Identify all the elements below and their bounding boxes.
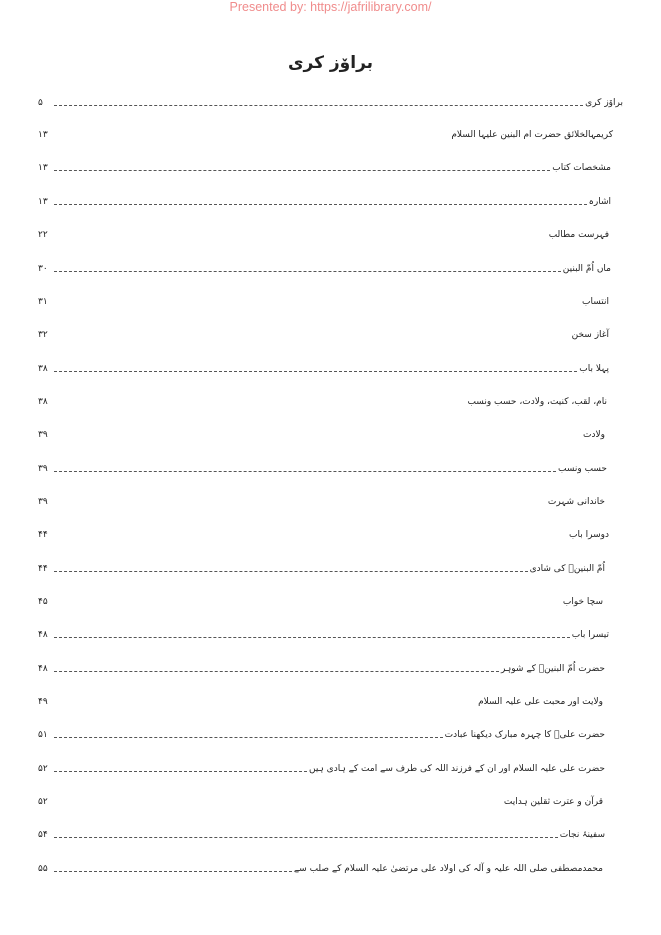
toc-entry-label: حضرت علیؑ کا چہرہ مبارک دیکھنا عبادت — [444, 730, 605, 740]
toc-page-number: ۴۸ — [38, 630, 48, 640]
toc-entry-label: تیسرا باب — [571, 630, 609, 640]
toc-entry-label: ماں اُمّ البنین — [562, 264, 611, 274]
toc-entry-label: حضرت اُمّ البنینؑ کے شوہر — [501, 664, 605, 674]
toc-entry[interactable] — [38, 395, 607, 409]
toc-entry[interactable] — [38, 161, 611, 175]
toc-entry[interactable] — [38, 228, 609, 242]
toc-entry-label: خاندانی شہرت — [547, 497, 605, 507]
toc-entry-label: سفینۂ نجات — [559, 830, 605, 840]
toc-page-number: ۵۱ — [38, 730, 48, 740]
toc-page-number: ۵۲ — [38, 797, 48, 807]
toc-entry[interactable] — [38, 695, 603, 709]
dot-leader — [54, 837, 558, 838]
toc-page-number: ۳۱ — [38, 297, 48, 307]
dot-leader — [54, 105, 583, 106]
toc-page-number: ۳۸ — [38, 397, 48, 407]
toc-page-number: ۲۲ — [38, 230, 48, 240]
dot-leader — [54, 371, 577, 372]
dot-leader — [54, 471, 556, 472]
toc-entry-label: اُمّ البنینؑ کی شادی — [529, 564, 605, 574]
toc-page-number: ۳۲ — [38, 330, 48, 340]
toc-entry[interactable] — [38, 628, 609, 642]
toc-entry-label: دوسرا باب — [569, 530, 609, 540]
toc-page-number: ۱۳ — [38, 197, 48, 207]
toc-entry[interactable] — [38, 328, 609, 342]
toc-entry-label: مشخصات کتاب — [552, 163, 611, 173]
dot-leader — [54, 271, 561, 272]
toc-page-number: ۵۴ — [38, 830, 48, 840]
toc-entry[interactable] — [38, 862, 603, 876]
toc-entry[interactable] — [38, 795, 603, 809]
toc-page-number: ۳۸ — [38, 364, 48, 374]
toc-page-number: ۴۹ — [38, 697, 48, 707]
dot-leader — [54, 871, 292, 872]
toc-entry-label: محمدمصطفی صلی اللہ علیہ و آلہ کی اولاد علی مرتضیٰ علیہ السلام کے صلب سے — [293, 864, 603, 874]
toc-entry[interactable] — [38, 96, 623, 110]
toc-entry[interactable] — [38, 428, 605, 442]
toc-entry[interactable] — [38, 495, 605, 509]
toc-entry-label: سچا خواب — [562, 597, 603, 607]
toc-entry-label: پہلا باب — [579, 364, 609, 374]
toc-entry[interactable] — [38, 562, 605, 576]
toc-entry-label: آغاز سخن — [571, 330, 609, 340]
toc-page-number: ۳۹ — [38, 497, 48, 507]
toc-entry[interactable] — [38, 195, 611, 209]
toc-entry[interactable] — [38, 595, 603, 609]
toc-entry-label: اشارہ — [588, 197, 611, 207]
toc-entry[interactable] — [38, 762, 605, 776]
toc-entry[interactable] — [38, 295, 609, 309]
toc-entry-label: حسب ونسب — [557, 464, 607, 474]
toc-entry-label: ولادت — [583, 430, 605, 440]
toc-entry-label: قرآن و عترت ثقلین ہدایت — [503, 797, 603, 807]
toc-page-number: ۵۵ — [38, 864, 48, 874]
toc-page-number: ۴۴ — [38, 564, 48, 574]
toc-entry-label: فہرست مطالب — [548, 230, 609, 240]
toc-entry[interactable] — [38, 728, 605, 742]
page-title: براۆز کری — [287, 53, 374, 73]
toc-entry-label: انتساب — [582, 297, 609, 307]
toc-page-number: ۵ — [38, 98, 43, 108]
dot-leader — [54, 637, 570, 638]
source-banner[interactable]: Presented by: https://jafrilibrary.com/ — [229, 0, 432, 14]
toc-page-number: ۱۳ — [38, 163, 48, 173]
dot-leader — [54, 671, 499, 672]
toc-entry-label: براۆز کری — [585, 98, 623, 108]
toc-page-number: ۴۸ — [38, 664, 48, 674]
toc-entry-label: نام، لقب، کنیت، ولادت، حسب ونسب — [467, 397, 607, 407]
toc-entry[interactable] — [38, 662, 605, 676]
toc-entry[interactable] — [38, 828, 605, 842]
toc-entry-label: ولایت اور محبت علی علیہ السلام — [478, 697, 603, 707]
toc-page-number: ۱۳ — [38, 130, 48, 140]
dot-leader — [54, 170, 550, 171]
toc-entry[interactable] — [38, 262, 611, 276]
dot-leader — [54, 737, 443, 738]
toc-entry-label: حضرت علی علیہ السلام اور ان کے فرزند اللہ کی طرف سے امت کے ہادی ہیں — [308, 764, 605, 774]
toc-entry[interactable] — [38, 528, 609, 542]
toc-entry[interactable] — [38, 362, 609, 376]
toc-entry[interactable] — [38, 462, 607, 476]
toc-page-number: ۴۴ — [38, 530, 48, 540]
toc-page-number: ۴۵ — [38, 597, 48, 607]
toc-page-number: ۵۲ — [38, 764, 48, 774]
dot-leader — [54, 771, 307, 772]
toc-page-number: ۳۰ — [38, 264, 48, 274]
toc-page-number: ۳۹ — [38, 430, 48, 440]
toc-entry-label: کریمہالخلائق حضرت ام البنین علیہا السلام — [451, 130, 613, 140]
dot-leader — [54, 571, 528, 572]
toc-page-number: ۳۹ — [38, 464, 48, 474]
dot-leader — [54, 204, 587, 205]
toc-entry[interactable] — [38, 128, 613, 142]
